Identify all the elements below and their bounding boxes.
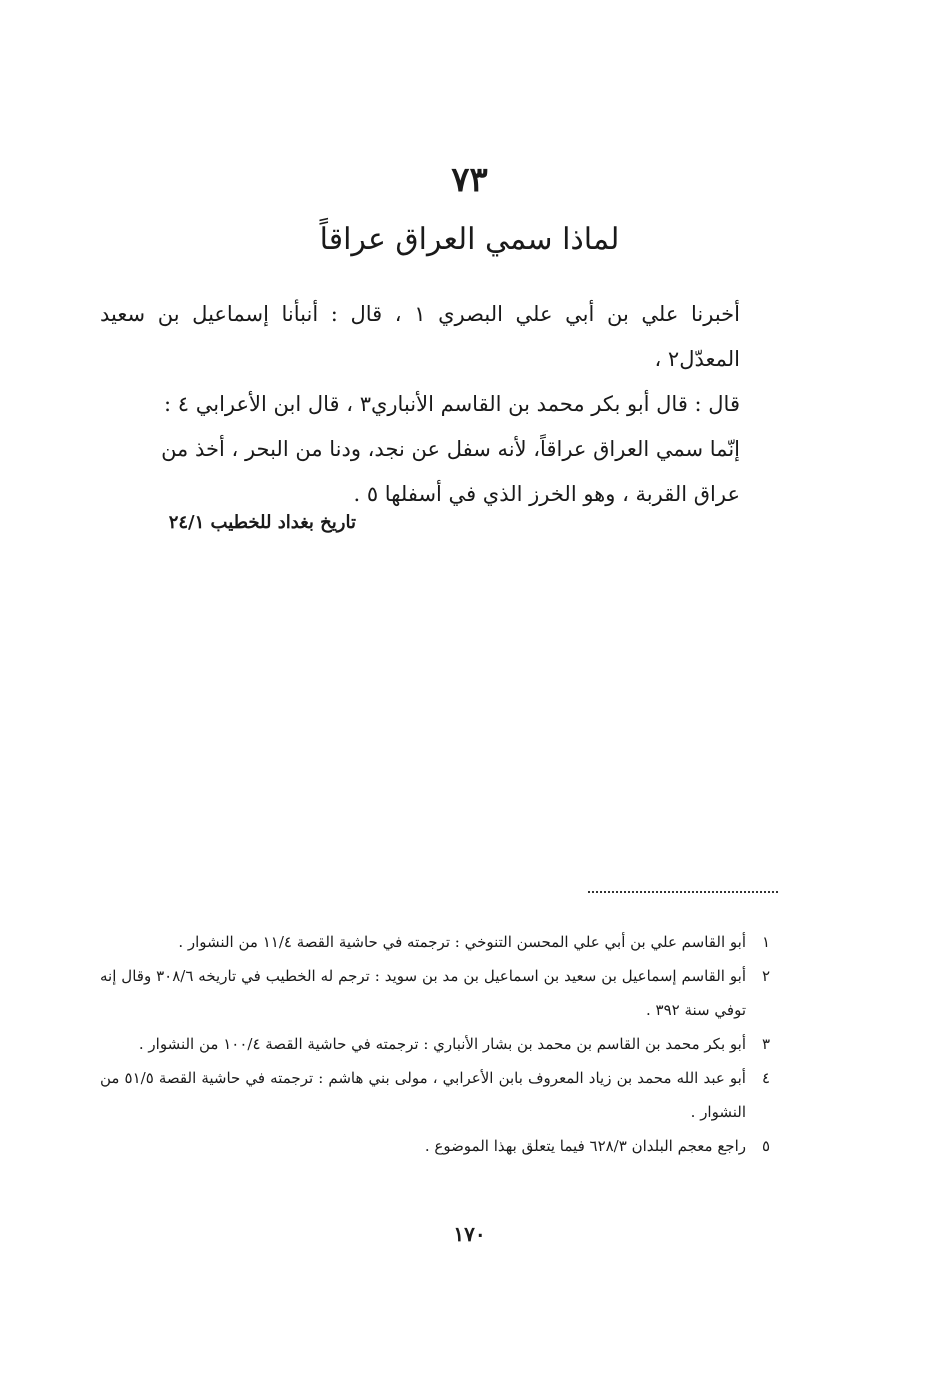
footnote-item xyxy=(100,1027,770,1061)
footnote-separator xyxy=(588,891,778,893)
body-line: قال : قال أبو بكر محمد بن القاسم الأنباري٣ ، قال ابن الأعرابي ٤ : xyxy=(164,392,740,416)
body-line: أخبرنا علي بن أبي علي البصري ١ ، قال : أنبأنا إسماعيل بن سعيد المعدّل٢ ، xyxy=(100,302,740,371)
page-number: ١٧٠ xyxy=(453,1222,486,1246)
footnote-text: راجع معجم البلدان ٦٢٨/٣ فيما يتعلق بهذا الموضوع . xyxy=(424,1137,746,1155)
footnotes-list xyxy=(100,925,770,1163)
footnote-text: أبو القاسم إسماعيل بن سعيد بن اسماعيل بن مد بن سويد : ترجم له الخطيب في تاريخه ٣٠٨/٦ وقال إنه توفي سنة ٣٩٢ . xyxy=(100,967,746,1019)
story-number: ٧٣ xyxy=(451,160,488,200)
footnote-item xyxy=(100,925,770,959)
footnote-number: ٢ xyxy=(761,967,770,985)
source-reference: تاريخ بغداد للخطيب ٢٤/١ xyxy=(168,512,356,533)
footnote-number: ١ xyxy=(761,933,770,951)
footnote-number: ٥ xyxy=(761,1137,770,1155)
body-line: إنّما سمي العراق عراقاً، لأنه سفل عن نجد، ودنا من البحر ، أخذ من xyxy=(161,437,740,461)
footnote-item xyxy=(100,1129,770,1163)
footnote-number: ٣ xyxy=(761,1035,770,1053)
story-title: لماذا سمي العراق عراقاً xyxy=(319,222,620,257)
body-line: عراق القربة ، وهو الخرز الذي في أسفلها ٥ . xyxy=(353,482,740,506)
footnote-text: أبو القاسم علي بن أبي علي المحسن التنوخي : ترجمته في حاشية القصة ١١/٤ من النشوار . xyxy=(178,933,746,951)
footnote-item xyxy=(100,1061,770,1129)
footnote-text: أبو عبد الله محمد بن زياد المعروف بابن الأعرابي ، مولى بني هاشم : ترجمته في حاشية القصة ٥١/٥ من النشوار . xyxy=(100,1069,746,1121)
story-body xyxy=(100,292,740,517)
footnote-number: ٤ xyxy=(761,1069,770,1087)
footnote-item xyxy=(100,959,770,1027)
footnote-text: أبو بكر محمد بن القاسم بن محمد بن بشار الأنباري : ترجمته في حاشية القصة ١٠٠/٤ من النشوار . xyxy=(138,1035,746,1053)
